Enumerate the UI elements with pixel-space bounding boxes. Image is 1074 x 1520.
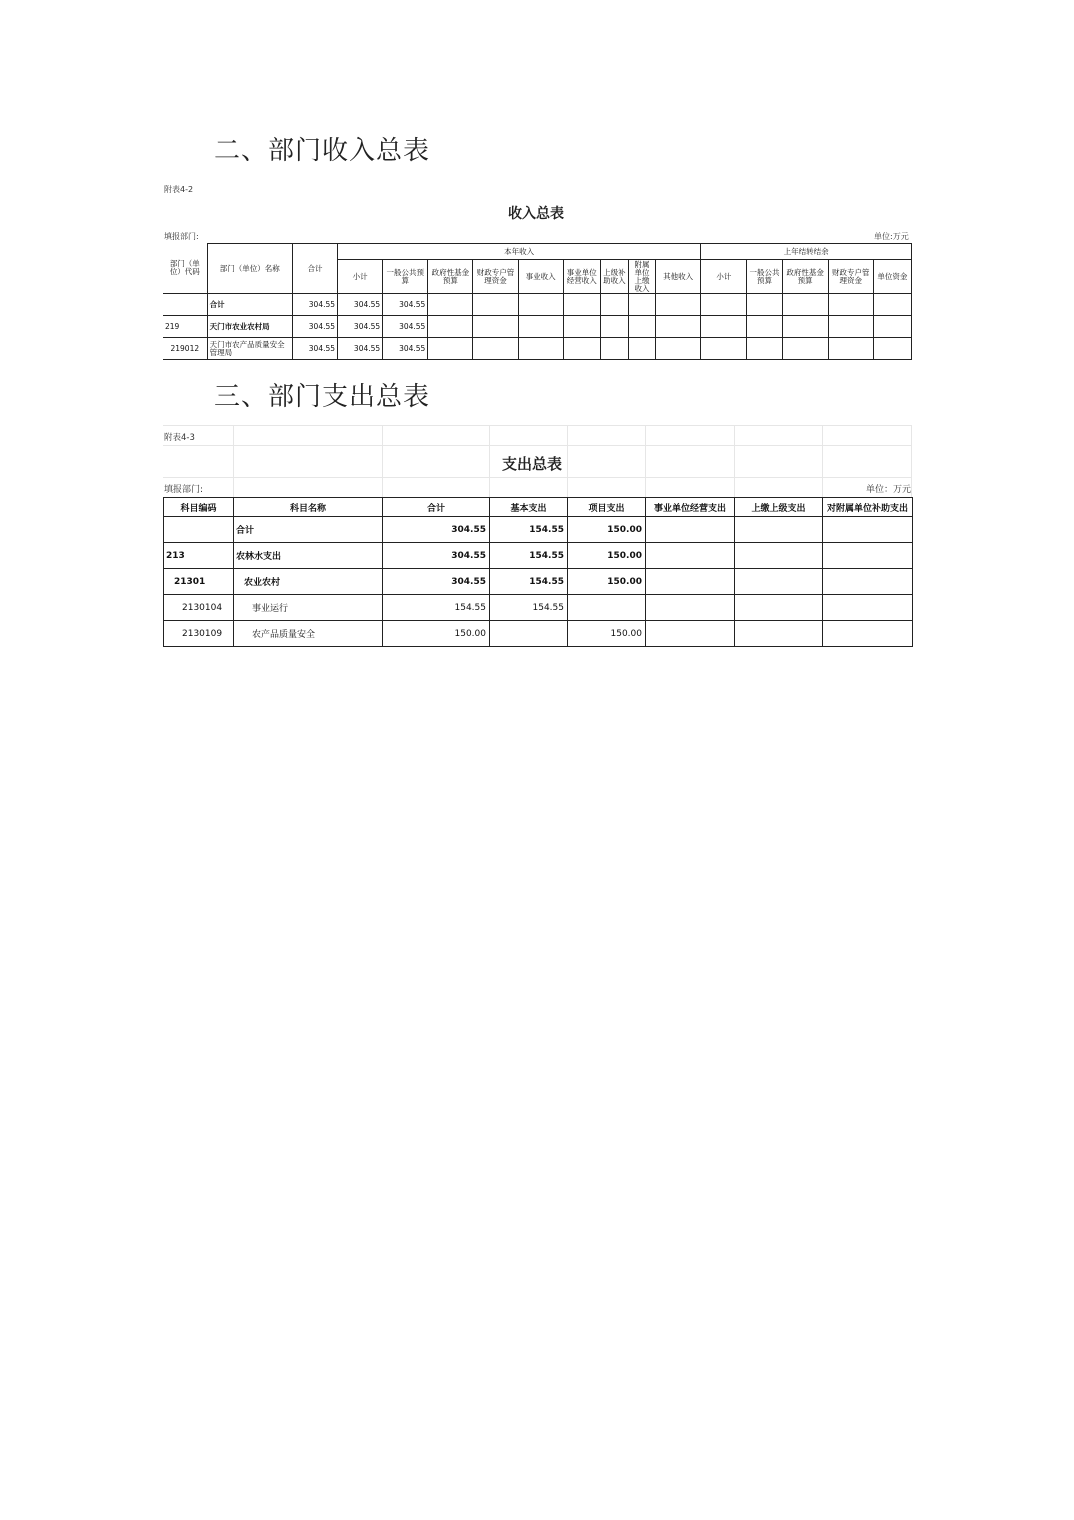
row-basic: 154.55 xyxy=(490,569,568,595)
income-attach-label: 附表4-2 xyxy=(164,185,194,194)
row-name: 合计 xyxy=(207,294,292,316)
income-fill-dept: 填报部门: xyxy=(164,232,199,241)
row-project: 150.00 xyxy=(568,543,646,569)
row-code: 2130109 xyxy=(164,621,234,647)
table-row xyxy=(163,338,912,360)
row-subtotal: 304.55 xyxy=(338,338,383,360)
row-project: 150.00 xyxy=(568,621,646,647)
row-name: 天门市农产品质量安全管理局 xyxy=(207,338,292,360)
income-header-subtotal: 小计 xyxy=(338,260,383,294)
row-name: 事业运行 xyxy=(234,595,383,621)
expense-header-total: 合计 xyxy=(383,498,490,517)
income-header-name: 部门（单位）名称 xyxy=(207,244,292,294)
section2-heading: 二、部门收入总表 xyxy=(214,136,431,166)
expense-header-superior: 上缴上级支出 xyxy=(735,498,823,517)
row-name: 农林水支出 xyxy=(234,543,383,569)
expense-header-code: 科目编码 xyxy=(164,498,234,517)
income-header-operating-income: 事业单位经营收入 xyxy=(563,260,600,294)
row-name: 天门市农业农村局 xyxy=(207,316,292,338)
income-header-ly-gov-fund: 政府性基金预算 xyxy=(782,260,828,294)
row-code: 213 xyxy=(164,543,234,569)
income-header-business-income: 事业收入 xyxy=(518,260,563,294)
income-header-general-budget: 一般公共预算 xyxy=(383,260,428,294)
expense-header-name: 科目名称 xyxy=(234,498,383,517)
row-subtotal: 304.55 xyxy=(338,316,383,338)
row-general-budget: 304.55 xyxy=(383,294,428,316)
expense-header-project: 项目支出 xyxy=(568,498,646,517)
row-general-budget: 304.55 xyxy=(383,338,428,360)
row-total: 304.55 xyxy=(383,543,490,569)
table-row xyxy=(164,595,913,621)
row-name: 农产品质量安全 xyxy=(234,621,383,647)
row-code xyxy=(164,517,234,543)
income-header-gov-fund: 政府性基金预算 xyxy=(428,260,473,294)
row-code: 2130104 xyxy=(164,595,234,621)
row-project: 150.00 xyxy=(568,517,646,543)
income-header-ly-general-budget: 一般公共预算 xyxy=(747,260,782,294)
row-total: 304.55 xyxy=(292,316,337,338)
income-header-ly-unit-funds: 单位资金 xyxy=(873,260,911,294)
expense-table-title: 支出总表 xyxy=(502,455,563,473)
income-header-fiscal-mgmt: 财政专户管理资金 xyxy=(473,260,518,294)
income-header-superior-subsidy: 上级补助收入 xyxy=(600,260,628,294)
income-unit: 单位:万元 xyxy=(874,232,909,241)
row-total: 154.55 xyxy=(383,595,490,621)
row-total: 304.55 xyxy=(383,517,490,543)
income-header-ly-subtotal: 小计 xyxy=(701,260,747,294)
income-header-this-year: 本年收入 xyxy=(338,244,701,260)
income-table-title: 收入总表 xyxy=(508,206,564,222)
row-total: 304.55 xyxy=(383,569,490,595)
row-total: 304.55 xyxy=(292,338,337,360)
row-general-budget: 304.55 xyxy=(383,316,428,338)
row-basic: 154.55 xyxy=(490,543,568,569)
expense-header-operating: 事业单位经营支出 xyxy=(646,498,735,517)
income-header-total: 合计 xyxy=(292,244,337,294)
row-name: 农业农村 xyxy=(234,569,383,595)
row-subtotal: 304.55 xyxy=(338,294,383,316)
income-header-other-income: 其他收入 xyxy=(656,260,701,294)
income-header-last-year: 上年结转结余 xyxy=(701,244,912,260)
section3-heading: 三、部门支出总表 xyxy=(214,382,431,412)
row-project xyxy=(568,595,646,621)
row-basic: 154.55 xyxy=(490,517,568,543)
expense-unit: 单位：万元 xyxy=(866,485,912,495)
expense-attach-label: 附表4-3 xyxy=(164,433,195,443)
income-header-code: 部门（单位）代码 xyxy=(163,244,207,294)
income-header-ly-fiscal-mgmt: 财政专户管理资金 xyxy=(828,260,873,294)
table-row xyxy=(163,294,912,316)
table-row xyxy=(164,621,913,647)
expense-fill-dept: 填报部门: xyxy=(164,485,204,495)
row-code xyxy=(163,294,207,316)
table-row xyxy=(164,543,913,569)
expense-header-affiliate: 对附属单位补助支出 xyxy=(823,498,913,517)
row-code: 21301 xyxy=(164,569,234,595)
expense-table xyxy=(163,497,913,647)
row-code: 219012 xyxy=(163,338,207,360)
table-row xyxy=(164,517,913,543)
expense-header-basic: 基本支出 xyxy=(490,498,568,517)
row-name: 合计 xyxy=(234,517,383,543)
row-code: 219 xyxy=(163,316,207,338)
table-row xyxy=(164,569,913,595)
row-basic xyxy=(490,621,568,647)
table-row xyxy=(163,316,912,338)
income-header-affiliate-income: 附属单位上缴收入 xyxy=(628,260,655,294)
income-table xyxy=(163,243,912,360)
row-project: 150.00 xyxy=(568,569,646,595)
row-basic: 154.55 xyxy=(490,595,568,621)
row-total: 304.55 xyxy=(292,294,337,316)
row-total: 150.00 xyxy=(383,621,490,647)
